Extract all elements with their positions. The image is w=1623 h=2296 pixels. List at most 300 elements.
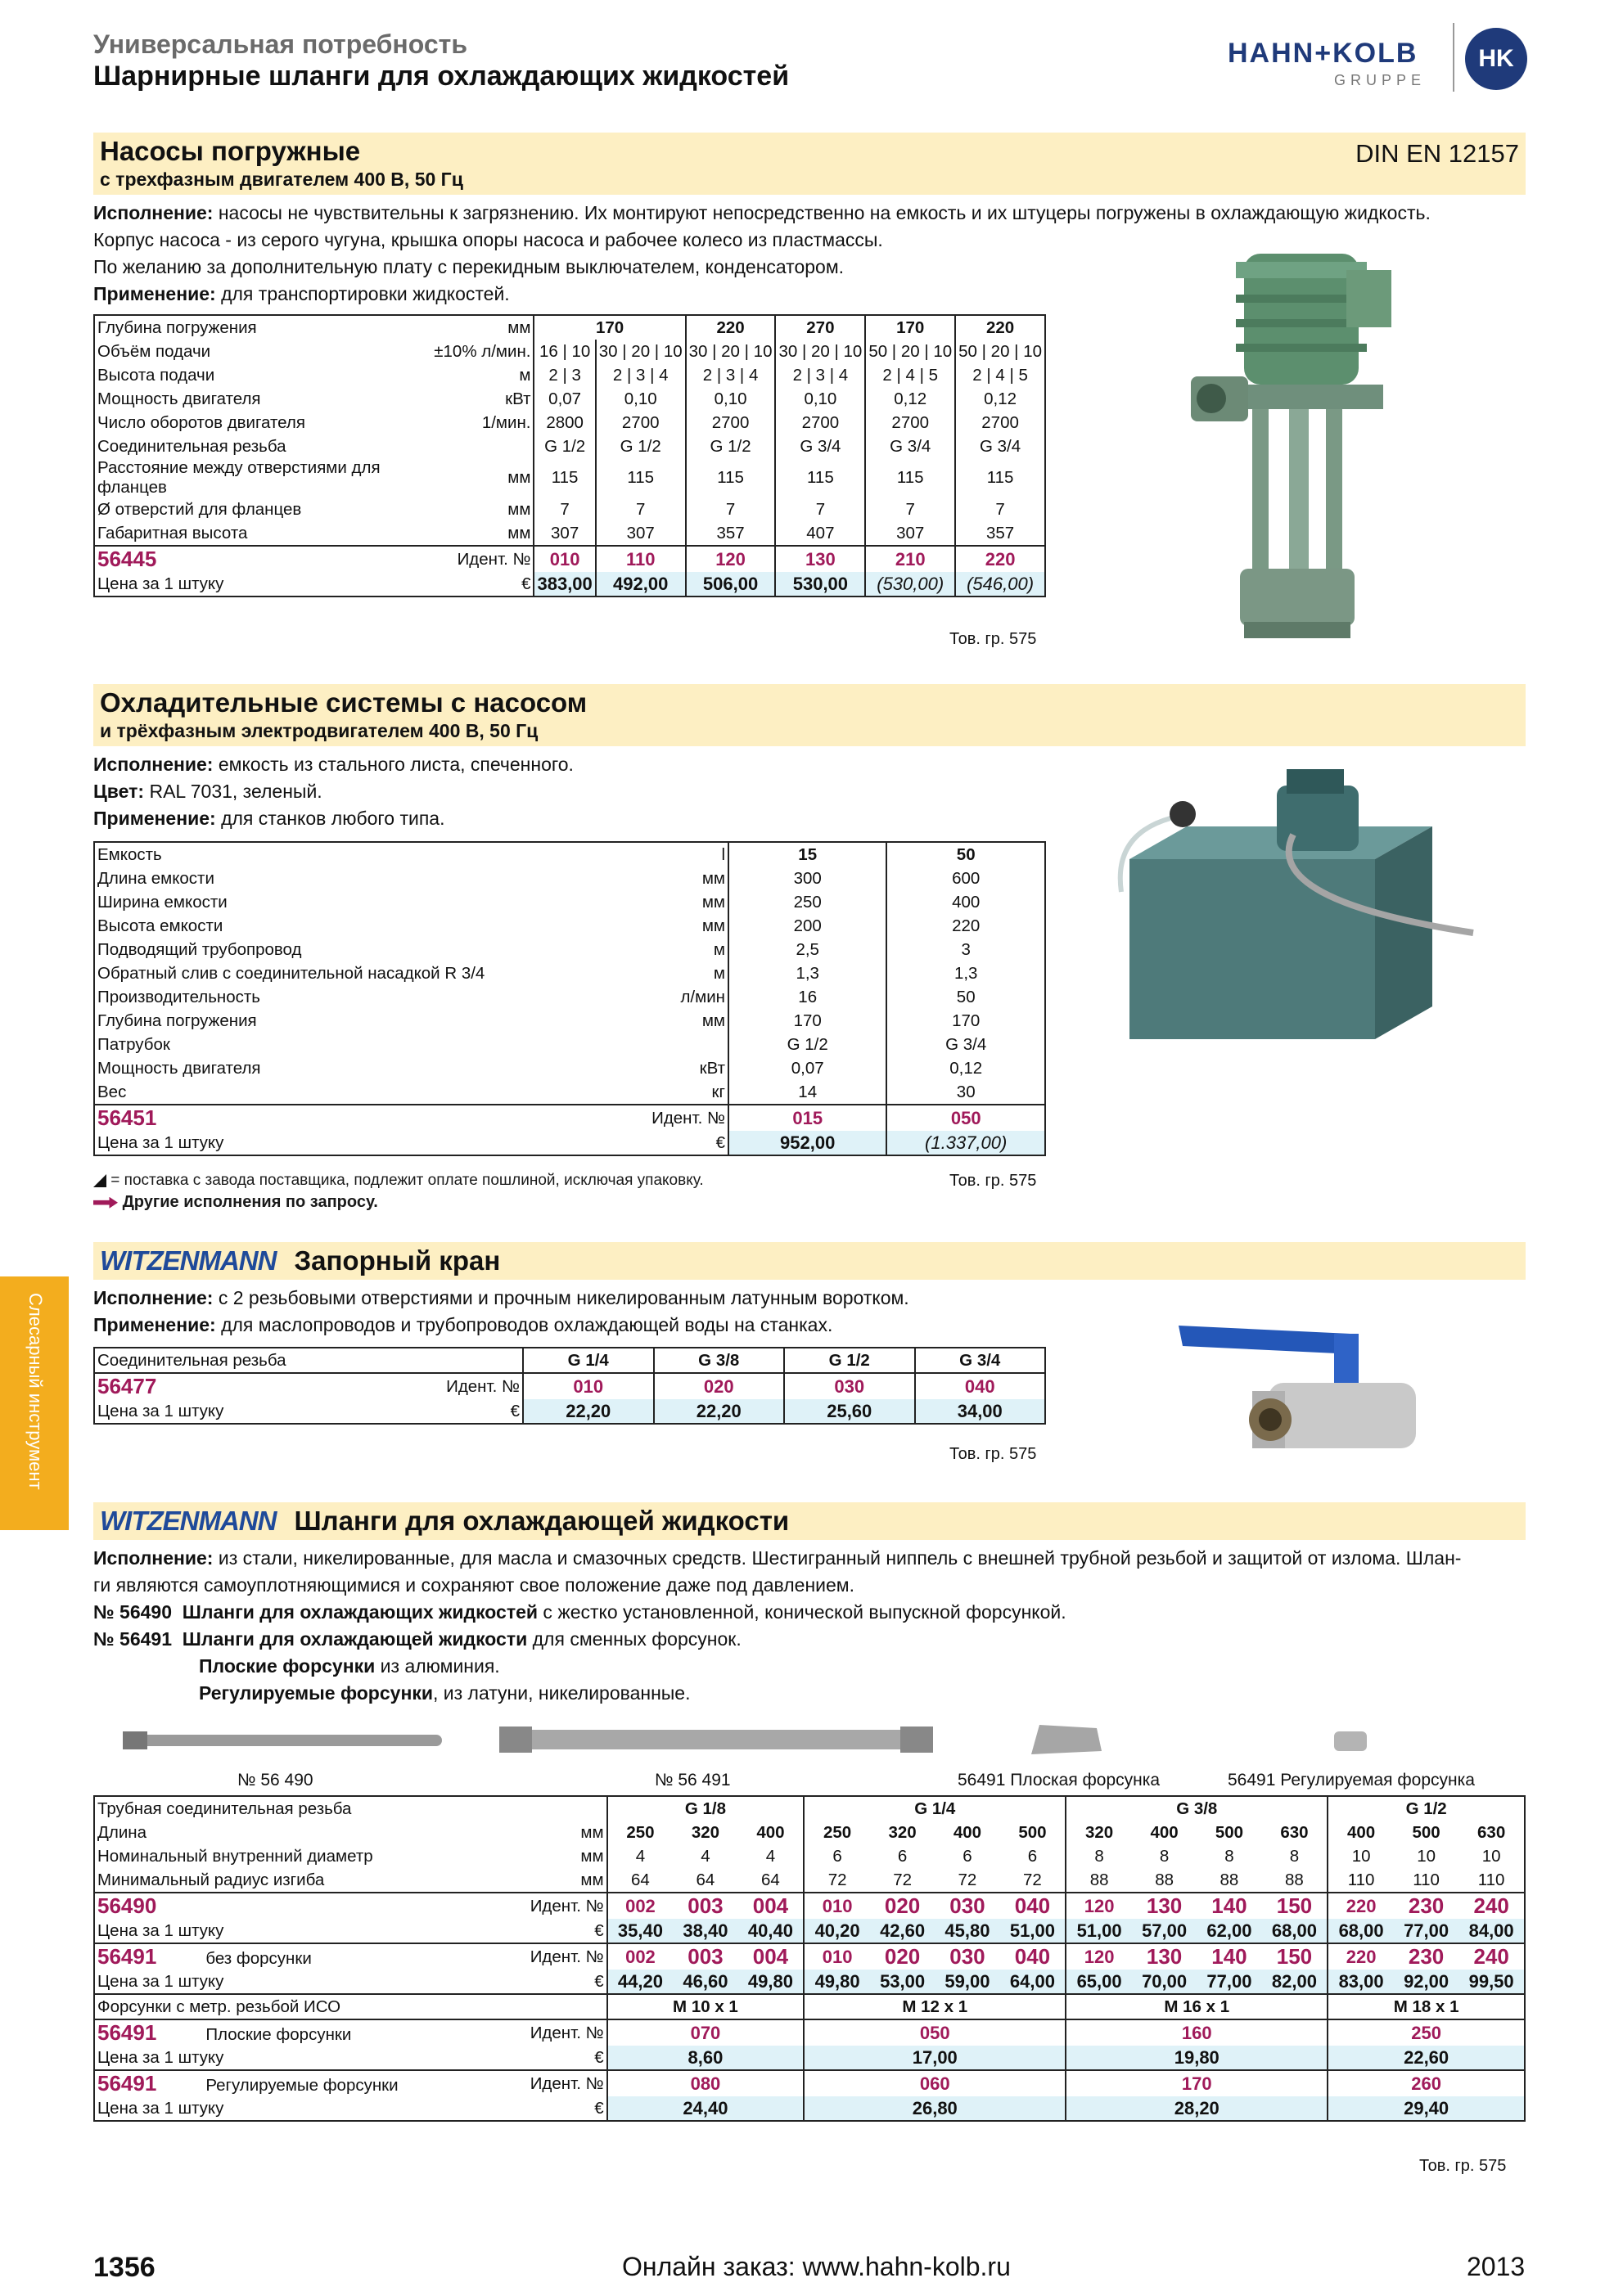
diameter-value: 4 <box>701 1846 710 1866</box>
cooling-row <box>94 1056 1045 1080</box>
row-value: 0,12 <box>865 387 955 411</box>
pumps-ident-row <box>94 546 1045 572</box>
price-value: 70,00 <box>1132 1970 1197 1994</box>
thread-value: G 1/2 <box>784 1348 915 1373</box>
row-value: 30 | 20 | 10 <box>596 340 686 363</box>
cooling-row <box>94 1080 1045 1105</box>
ident-value: 140 <box>1197 1893 1261 1919</box>
row-value: 3 <box>886 938 1045 961</box>
article-number <box>94 1893 401 1919</box>
ident-value: 040 <box>915 1373 1046 1399</box>
cooling-line3: для станков любого типа. <box>215 808 445 829</box>
logo-sub: GRUPPE <box>1334 72 1427 88</box>
pumps-row <box>94 363 1045 387</box>
valve-line1-label: Исполнение: <box>93 1287 214 1308</box>
article-desc: без форсунки <box>205 1949 312 1968</box>
nozzle-value: M 18 x 1 <box>1328 1994 1525 2019</box>
row-value: G 1/2 <box>596 434 686 458</box>
row-unit <box>428 434 534 458</box>
length-value: 630 <box>1477 1822 1506 1842</box>
ident-value: 003 <box>673 1893 737 1919</box>
row-unit: мм <box>507 317 531 337</box>
header-title: Шарнирные шланги для охлаждающих жидкостей <box>93 61 790 92</box>
price-value: 506,00 <box>686 572 776 597</box>
cooling-system-image <box>1097 769 1481 1047</box>
row-unit: мм <box>701 892 725 912</box>
cooling-title: Охладительные системы с насосом <box>100 687 588 718</box>
cooling-line1: емкость из стального листа, спеченного. <box>213 754 574 775</box>
cooling-table <box>93 841 1046 1156</box>
hoses-nozzle-row <box>94 1994 1525 2019</box>
hoses-56490-ident-row <box>94 1893 1525 1919</box>
cooling-line3-label: Применение: <box>93 808 216 829</box>
row-label: Минимальный радиус изгиба <box>97 1870 325 1889</box>
price-value: 64,00 <box>1000 1970 1066 1994</box>
cooling-row <box>94 938 1045 961</box>
ident-value: 240 <box>1458 1943 1525 1970</box>
row-label <box>94 458 428 497</box>
row-value: 115 <box>955 458 1045 497</box>
hoses-56490-price-row <box>94 1919 1525 1943</box>
hoses-brand: WITZENMANN <box>100 1506 277 1536</box>
price-label: Цена за 1 штуку <box>97 1132 224 1152</box>
hoses-adj-ident-row <box>94 2070 1525 2096</box>
valve-line2-label: Применение: <box>93 1314 216 1335</box>
diameter-value: 6 <box>897 1846 908 1866</box>
radius-value: 88 <box>1285 1870 1304 1889</box>
price-label: Цена за 1 штуку <box>97 574 224 593</box>
row-unit: мм <box>507 523 531 542</box>
row-label: Мощность двигателя <box>97 1058 261 1078</box>
price-value: 952,00 <box>728 1131 886 1155</box>
row-value: 170 <box>534 315 685 340</box>
row-value: 2 | 4 | 5 <box>865 363 955 387</box>
row-label: Вес <box>97 1082 127 1101</box>
flat-nozzle-image <box>1031 1725 1102 1754</box>
row-label-part: Расстояние между отверстиями для <box>97 458 381 477</box>
hoses-l5-bold: Плоские форсунки <box>199 1655 376 1677</box>
ident-value: 010 <box>534 546 595 572</box>
price-value: 38,40 <box>673 1919 737 1943</box>
row-value: 0,07 <box>728 1056 886 1080</box>
hoses-title-bar <box>93 1502 1526 1540</box>
price-value: 492,00 <box>596 572 686 597</box>
row-label: Мощность двигателя <box>97 389 261 408</box>
row-value: G 1/2 <box>686 434 776 458</box>
row-unit: мм <box>701 916 725 935</box>
logo <box>1228 23 1531 90</box>
hoses-description <box>93 1545 1534 1707</box>
pumps-line4-label: Применение: <box>93 283 216 304</box>
price-value: 53,00 <box>870 1970 935 1994</box>
price-value: 22,20 <box>654 1399 785 1424</box>
ident-value: 020 <box>870 1893 935 1919</box>
ident-value: 002 <box>607 1943 674 1970</box>
ident-value: 170 <box>1066 2070 1328 2096</box>
price-value: 51,00 <box>1000 1919 1066 1943</box>
caption-adjustable-nozzle: 56491 Регулируемая форсунка <box>1228 1771 1475 1790</box>
length-value: 400 <box>756 1822 785 1842</box>
ident-value: 150 <box>1262 1893 1328 1919</box>
price-label: Цена за 1 штуку <box>97 1920 224 1940</box>
ident-value: 030 <box>935 1893 999 1919</box>
price-value: 34,00 <box>915 1399 1046 1424</box>
radius-value: 72 <box>804 1868 870 1893</box>
diameter-value: 4 <box>607 1844 674 1868</box>
ident-value: 110 <box>596 546 686 572</box>
row-value: 270 <box>775 315 865 340</box>
ident-value: 050 <box>804 2019 1066 2046</box>
article-code: 56491 <box>97 1944 157 1969</box>
row-value: 0,07 <box>534 387 595 411</box>
pumps-row <box>94 497 1045 521</box>
row-value: 220 <box>886 914 1045 938</box>
length-value: 630 <box>1280 1822 1309 1842</box>
price-value: 59,00 <box>935 1970 999 1994</box>
length-value: 320 <box>888 1822 917 1842</box>
diameter-value: 6 <box>1027 1846 1038 1866</box>
pumps-row <box>94 521 1045 546</box>
price-value: 68,00 <box>1328 1919 1394 1943</box>
row-label: Высота емкости <box>97 916 223 935</box>
diameter-value: 8 <box>1289 1846 1300 1866</box>
article-code: 56490 <box>97 1893 157 1918</box>
hoses-length-row <box>94 1821 1525 1844</box>
cooling-note2 <box>93 1193 378 1212</box>
length-value: 500 <box>1018 1822 1047 1842</box>
side-tab-label: Слесарный инструмент <box>25 1293 46 1490</box>
online-order: Онлайн заказ: www.hahn-kolb.ru <box>622 2252 1011 2281</box>
price-value: 83,00 <box>1328 1970 1394 1994</box>
ident-value: 120 <box>1066 1943 1132 1970</box>
row-value: 50 | 20 | 10 <box>955 340 1045 363</box>
row-label: Патрубок <box>97 1034 170 1054</box>
row-value: 0,10 <box>596 387 686 411</box>
row-value: 400 <box>886 890 1045 914</box>
price-value: 42,60 <box>870 1919 935 1943</box>
price-value: 383,00 <box>534 572 595 597</box>
ident-label: Идент. № <box>428 546 534 572</box>
row-value: 7 <box>596 497 686 521</box>
row-value: 1,3 <box>728 961 886 985</box>
currency: € <box>521 574 531 593</box>
ident-value: 004 <box>738 1893 805 1919</box>
radius-value: 72 <box>958 1870 977 1889</box>
row-value: 2700 <box>775 411 865 434</box>
row-label: Соединительная резьба <box>97 436 286 456</box>
cooling-note1 <box>93 1172 704 1190</box>
row-value: 170 <box>728 1009 886 1033</box>
price-value: 40,40 <box>738 1919 805 1943</box>
article-code: 56491 <box>97 2071 157 2096</box>
ident-value: 020 <box>654 1373 785 1399</box>
factory-delivery-icon <box>93 1174 106 1187</box>
row-unit: м <box>713 963 725 983</box>
length-value: 250 <box>607 1821 674 1844</box>
pumps-line1: насосы не чувствительны к загрязнению. Их монтируют непосредственно на емкость и их штуцеры погружены в охлаждающую жидкость. <box>213 202 1431 223</box>
row-unit: мм <box>701 868 725 888</box>
diameter-value: 10 <box>1417 1846 1436 1866</box>
ident-value: 210 <box>865 546 955 572</box>
hoses-l6-bold: Регулируемые форсунки <box>199 1682 433 1704</box>
valve-thread-row <box>94 1348 1045 1373</box>
ident-value: 010 <box>804 1943 870 1970</box>
diameter-value: 6 <box>963 1846 972 1866</box>
currency: € <box>510 1401 520 1420</box>
row-value: 307 <box>596 521 686 546</box>
price-value: 530,00 <box>775 572 865 597</box>
pumps-row <box>94 411 1045 434</box>
logo-mark: HK <box>1465 28 1527 90</box>
hoses-adj-price-row <box>94 2096 1525 2121</box>
row-value: 2700 <box>865 411 955 434</box>
price-value: 17,00 <box>804 2046 1066 2070</box>
price-value: 35,40 <box>607 1919 674 1943</box>
caption-56491: № 56 491 <box>655 1771 731 1790</box>
valve-title-line <box>100 1245 500 1276</box>
valve-table <box>93 1347 1046 1425</box>
hoses-table <box>93 1795 1526 2122</box>
thread-value: G 1/4 <box>804 1796 1066 1821</box>
row-value: 357 <box>955 521 1045 546</box>
ident-value: 003 <box>673 1943 737 1970</box>
row-value: 7 <box>865 497 955 521</box>
hoses-l6: , из латуни, никелированные. <box>432 1682 691 1704</box>
row-value: 30 | 20 | 10 <box>775 340 865 363</box>
ident-value: 260 <box>1328 2070 1525 2096</box>
cooling-description <box>93 751 1075 832</box>
price-value: 24,40 <box>607 2096 805 2121</box>
ident-label: Идент. № <box>401 2070 607 2096</box>
row-value: 0,10 <box>775 387 865 411</box>
length-value: 500 <box>1215 1822 1244 1842</box>
row-value: 307 <box>865 521 955 546</box>
hoses-l5: из алюминия. <box>375 1655 500 1677</box>
row-value: 7 <box>955 497 1045 521</box>
row-unit: мм <box>580 1822 604 1842</box>
ident-label: Идент. № <box>401 1943 607 1970</box>
price-value: 22,20 <box>523 1399 654 1424</box>
valve-line2: для маслопроводов и трубопроводов охлаждающей воды на станках. <box>215 1314 833 1335</box>
valve-brand: WITZENMANN <box>100 1245 277 1276</box>
row-unit: 1/мин. <box>481 412 531 432</box>
ident-value: 015 <box>728 1105 886 1131</box>
price-label: Цена за 1 штуку <box>97 2098 224 2118</box>
hoses-56491-price-row <box>94 1970 1525 1994</box>
cooling-row <box>94 890 1045 914</box>
price-value: 77,00 <box>1394 1919 1458 1943</box>
price-value: 25,60 <box>784 1399 915 1424</box>
ident-value: 230 <box>1394 1893 1458 1919</box>
pumps-table <box>93 314 1046 597</box>
row-label: Высота подачи <box>97 365 215 385</box>
hoses-56491-ident-row <box>94 1943 1525 1970</box>
diameter-value: 10 <box>1481 1846 1501 1866</box>
valve-ident-row <box>94 1373 1045 1399</box>
length-value: 400 <box>953 1822 982 1842</box>
radius-value: 110 <box>1477 1870 1505 1889</box>
hoses-title: Шланги для охлаждающей жидкости <box>294 1506 790 1536</box>
row-value: G 3/4 <box>775 434 865 458</box>
ident-value: 240 <box>1458 1893 1525 1919</box>
ident-label: Идент. № <box>401 1893 607 1919</box>
ident-value: 030 <box>935 1943 999 1970</box>
row-unit: l <box>721 844 725 864</box>
price-label: Цена за 1 штуку <box>97 2047 224 2067</box>
ident-value: 060 <box>804 2070 1066 2096</box>
row-label: Подводящий трубопровод <box>97 939 302 959</box>
row-unit: м <box>519 365 531 385</box>
price-value: 22,60 <box>1328 2046 1525 2070</box>
ident-label: Идент. № <box>552 1105 728 1131</box>
ident-value: 230 <box>1394 1943 1458 1970</box>
cooling-note2-text: Другие исполнения по запросу. <box>122 1193 378 1211</box>
hoses-l3: с жестко установленной, конической выпускной форсункой. <box>538 1601 1066 1623</box>
article-number: 56445 <box>94 546 428 572</box>
hoses-line2: ги являются самоуплотняющимися и сохраняют свое положение даже под давлением. <box>93 1574 855 1596</box>
row-unit: кг <box>711 1082 725 1101</box>
thread-value: G 1/4 <box>523 1348 654 1373</box>
hoses-l4: для сменных форсунок. <box>527 1628 742 1650</box>
nozzle-value: M 16 x 1 <box>1066 1994 1328 2019</box>
hoses-title-line <box>100 1506 789 1537</box>
pump-image <box>1154 237 1391 655</box>
currency: € <box>594 2098 604 2118</box>
ident-value: 040 <box>1000 1943 1066 1970</box>
pumps-tovgr: Тов. гр. 575 <box>949 630 1037 648</box>
row-unit: мм <box>580 1870 604 1889</box>
currency: € <box>594 2047 604 2067</box>
pumps-line1-label: Исполнение: <box>93 202 214 223</box>
row-unit: л/мин <box>680 987 725 1006</box>
adjustable-nozzle-image <box>1334 1731 1367 1751</box>
row-unit: кВт <box>505 389 531 408</box>
cooling-row <box>94 867 1045 890</box>
hoses-diameter-row <box>94 1844 1525 1868</box>
price-value: 84,00 <box>1458 1919 1525 1943</box>
row-value: 307 <box>534 521 595 546</box>
pumps-line4: для транспортировки жидкостей. <box>215 283 510 304</box>
row-label: Глубина погружения <box>97 317 257 337</box>
row-value: 2700 <box>955 411 1045 434</box>
diameter-value: 10 <box>1328 1844 1394 1868</box>
thread-value: G 3/8 <box>654 1348 785 1373</box>
price-value: 40,20 <box>804 1919 870 1943</box>
ident-value: 002 <box>607 1893 674 1919</box>
row-value: 30 | 20 | 10 <box>686 340 776 363</box>
pumps-title-bar <box>93 133 1526 195</box>
row-value: 170 <box>886 1009 1045 1033</box>
ident-value: 140 <box>1197 1943 1261 1970</box>
hoses-radius-row <box>94 1868 1525 1893</box>
cooling-row <box>94 985 1045 1009</box>
pumps-row <box>94 315 1045 340</box>
row-label: Производительность <box>97 987 260 1006</box>
row-label: Соединительная резьба <box>97 1350 286 1370</box>
logo-main: HAHN+KOLB <box>1228 38 1418 69</box>
row-label: Габаритная высота <box>97 523 248 542</box>
pumps-price-row <box>94 572 1045 597</box>
cooling-price-row <box>94 1131 1045 1155</box>
currency: € <box>715 1132 725 1152</box>
row-label-part: фланцев <box>97 478 167 497</box>
row-value: 50 | 20 | 10 <box>865 340 955 363</box>
price-value: (1.337,00) <box>886 1131 1045 1155</box>
cooling-tovgr: Тов. гр. 575 <box>949 1172 1037 1190</box>
cooling-title-bar <box>93 684 1526 746</box>
hoses-line1: из стали, никелированные, для масла и смазочных средств. Шестигранный ниппель с внешней трубной резьбой и защитой от излома. Шлан- <box>213 1547 1462 1569</box>
ident-label: Идент. № <box>401 2019 607 2046</box>
cooling-row <box>94 842 1045 867</box>
price-value: 51,00 <box>1066 1919 1132 1943</box>
ident-value: 020 <box>870 1943 935 1970</box>
row-value: 7 <box>775 497 865 521</box>
radius-value: 110 <box>1328 1868 1394 1893</box>
radius-value: 64 <box>761 1870 780 1889</box>
row-value: 115 <box>686 458 776 497</box>
hoses-line1-label: Исполнение: <box>93 1547 214 1569</box>
logo-divider <box>1453 23 1454 92</box>
pumps-subtitle: с трехфазным двигателем 400 В, 50 Гц <box>100 169 463 190</box>
price-value: 45,80 <box>935 1919 999 1943</box>
price-value: 77,00 <box>1197 1970 1261 1994</box>
radius-value: 72 <box>893 1870 912 1889</box>
row-label: Длина <box>97 1822 147 1842</box>
ident-value: 160 <box>1066 2019 1328 2046</box>
price-value: 28,20 <box>1066 2096 1328 2121</box>
row-value: 16 | 10 <box>534 340 595 363</box>
nozzle-value: M 12 x 1 <box>804 1994 1066 2019</box>
hoses-flat-ident-row <box>94 2019 1525 2046</box>
article-number: 56451 <box>94 1105 552 1131</box>
row-value: 115 <box>534 458 595 497</box>
caption-56490: № 56 490 <box>237 1771 313 1790</box>
nozzle-value: M 10 x 1 <box>607 1994 805 2019</box>
row-value: 2 | 4 | 5 <box>955 363 1045 387</box>
length-value: 320 <box>1066 1821 1132 1844</box>
ident-value: 250 <box>1328 2019 1525 2046</box>
article-number <box>94 2070 401 2096</box>
article-number <box>94 1943 401 1970</box>
article-desc: Регулируемые форсунки <box>205 2076 399 2095</box>
price-label: Цена за 1 штуку <box>97 1401 224 1420</box>
row-value: 115 <box>865 458 955 497</box>
price-value: 19,80 <box>1066 2046 1328 2070</box>
ident-value: 040 <box>1000 1893 1066 1919</box>
radius-value: 110 <box>1413 1870 1440 1889</box>
row-value: 30 <box>886 1080 1045 1105</box>
price-value: (546,00) <box>955 572 1045 597</box>
diameter-value: 6 <box>804 1844 870 1868</box>
ident-value: 130 <box>1132 1893 1197 1919</box>
length-value: 250 <box>804 1821 870 1844</box>
price-value: 62,00 <box>1197 1919 1261 1943</box>
row-value: 200 <box>728 914 886 938</box>
radius-value: 72 <box>1023 1870 1042 1889</box>
row-value: 220 <box>955 315 1045 340</box>
row-label: Глубина погружения <box>97 1011 257 1030</box>
row-unit: мм <box>580 1846 604 1866</box>
cooling-line1-label: Исполнение: <box>93 754 214 775</box>
row-value: G 3/4 <box>886 1033 1045 1056</box>
row-label: Трубная соединительная резьба <box>97 1799 352 1818</box>
ident-value: 080 <box>607 2070 805 2096</box>
row-unit: м <box>713 939 725 959</box>
row-value: 600 <box>886 867 1045 890</box>
length-value: 500 <box>1412 1822 1440 1842</box>
ident-value: 010 <box>523 1373 654 1399</box>
row-value: 2800 <box>534 411 595 434</box>
